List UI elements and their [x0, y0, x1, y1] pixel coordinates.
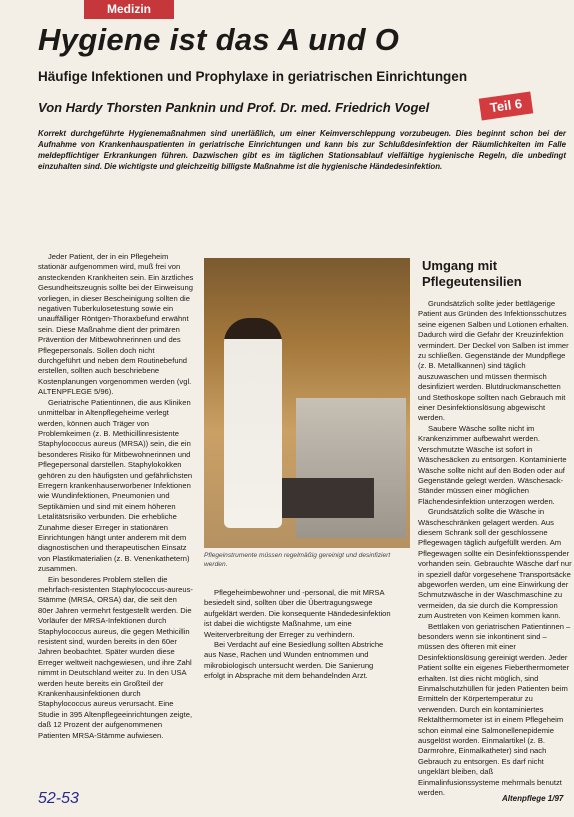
photo-caption: Pflegeinstrumente müssen regelmäßig gereinigt und desinfiziert werden.	[204, 552, 391, 568]
paragraph: Grundsätzlich sollte jeder bettlägerige Patient aus Gründen des Infektionsschutzes seine eigenen Salben und Lotionen erhalten. Dadurch wird die Gefahr der Kreuzinfektion vermindert. Der Deckel von Salben ist immer zu schließen. Gegenstände der Mundpflege (z. B. Metallkannen) sind täglich auszuwaschen und müssen thermisch desinfiziert werden. Blutdruckmanschetten und Stethoskope sollten nach Gebrauch mit einer Desinfektionslösung abgewischt werden.	[418, 299, 569, 423]
article-lead: Korrekt durchgeführte Hygienemaßnahmen sind unerläßlich, um einer Keimverschleppung vorzubeugen. Dies beginnt schon bei der Aufnahme von Krankenhauspatienten in geriatrische Einrichtungen und kann bis zur Schlußdesinfektion der Räumlichkeiten im Falle meldepflichtiger Erkrankungen führen. Dazwischen gibt es im täglichen Stationsablauf vielfältige hygienische Regeln, die unbedingt einzuhalten sind. Die wichtigste und gleichzeitig billigste Maßnahme ist die hygienische Händedesinfektion.	[38, 129, 566, 171]
paragraph: Jeder Patient, der in ein Pflegeheim stationär aufgenommen wird, muß frei von ansteckenden Krankheiten sein. Ein ärztliches Gesundheitszeugnis sollte bei der Einweisung vorliegen, in dieser Bescheinigung sollten die negativen Tuberkulosetestung sowie ein unauffälliger Röntgen-Thoraxbefund erwähnt sein. Diese Maßnahme dient der primären Prävention der Mitbewohnerinnen und des Pflegepersonals. Sollen doch nicht durchgeführt und neben dem Routinebefund erstellen, sollten auch beschriebene Kostenplanungen vorgenommen werden (vgl. ALTENPFLEGE 5/96).	[38, 252, 194, 397]
paragraph: Pflegeheimbewohner und -personal, die mit MRSA besiedelt sind, sollten über die Übertragungswege aufgeklärt werden. Die konsequente Händedesinfektion ist dabei die wichtigste Maßnahme, um eine Weiterverbreitung der Erreger zu verhindern.	[204, 588, 391, 639]
article-title: Hygiene ist das A und O	[38, 22, 400, 57]
paragraph: Bettlaken von geriatrischen Patientinnen – besonders wenn sie inkontinent sind – müssen des öfteren mit einer Desinfektionslösung gereinigt werden. Jeder Patient sollte ein eigenes Fieberthermometer erhalten. Ist dies nicht möglich, sind Einmalschutzhüllen für jeden Patienten beim Ermitteln der Körpertemperatur zu verwenden. Durch ein kontaminiertes Rektalthermometer ist in einem Pflegeheim schon einmal eine Salmonellenepidemie ausgelöst worden. Einmalartikel (z. B. Darmrohre, Einmalkatheter) sind nach Gebrauch zu entsorgen. Es darf nicht ungeklärt bleiben, daß Einmalinfusionssysteme mehrmals benutzt werden.	[418, 621, 571, 798]
paragraph: Grundsätzlich sollte die Wäsche in Wäscheschränken gelagert werden. Aus diesem Schrank soll der geschlossene Pflegewagen täglich aufgefüllt werden. Am Pflegewagen sollte ein Desinfektionsspender vorhanden sein. Gebrauchte Wäsche darf nur in speziell dafür vorgesehene Transportsäcke abgeworfen werden, um eine Einwirkung der Schmutzwäsche in der Waschmaschine zu vermeiden, da sie durch die Kompression zum Austreten von Keimen kommen kann.	[418, 507, 572, 621]
photo-nurse	[224, 318, 282, 528]
column-left	[38, 252, 194, 787]
part-badge: Teil 6	[479, 91, 534, 120]
section-heading: Umgang mit Pflegeutensilien	[422, 258, 522, 289]
article-photo	[204, 258, 410, 548]
paragraph: Saubere Wäsche sollte nicht im Krankenzimmer aufbewahrt werden. Verschmutzte Wäsche ist sofort in Wäschesäcken zu entsorgen. Kontaminierte Wäsche sollte nicht auf den Boden oder auf Gegenstände gelegt werden. Wäschesack-Ständer müssen einer möglichen Flächendesinfektion unterzogen werden.	[418, 423, 567, 506]
journal-footer: Altenpflege 1/97	[502, 794, 564, 803]
paragraph: Ein besonderes Problem stellen die mehrfach-resistenten Staphylococcus-aureus-Stämme (MRSA, ORSA) dar, die seit den 80er Jahren vermehrt festgestellt werden. Die Vorläufer der MRSA-Infektionen durch Staphylococcus aureus, die gegen Methicillin resistent sind, wurden bereits in den 60er Jahren beobachtet. Später wurden diese Erreger weltweit nachgewiesen, und ihre Zahl nimmt in Deutschland weiter zu. In den USA werden heute bereits ein Großteil der Krankenhausinfektionen durch Staphylococcus aureus verursacht. Eine Studie in 395 Altenpflegeeinrichtungen zeigte, daß 12 Prozent der aufgenommenen Patienten MRSA-Stämme aufwiesen.	[38, 574, 193, 740]
page-number-handwritten: 52-53	[38, 790, 79, 807]
column-middle	[204, 588, 396, 788]
paragraph: Bei Verdacht auf eine Besiedlung sollten Abstriche aus Nase, Rachen und Wunden entnommen und mikrobiologisch untersucht werden. Die Sanierung erfolgt in Absprache mit dem behandelnden Arzt.	[204, 640, 384, 681]
paragraph: Geriatrische Patientinnen, die aus Kliniken unmittelbar in Altenpflegeheime verlegt werden, können auch Träger von Problemkeimen (z. B. Methicillinresistente Staphylococcus aureus (MRSA)) sein, die ein besonderes Risiko für Mitbewohnerinnen und Pflegepersonal darstellen. Staphylokokken gehören zu den häufigsten und gefährlichsten Erregern krankenhauserworbener Infektionen wie Wundinfektionen, Pneumonien und Septikämien und sind mit einem höheren Letalitätsrisiko verbunden. Die erhebliche Zunahme dieser Erreger in stationären Einrichtungen hängt unter anderem mit dem diagnostischen und therapeutischen Einsatz von Plastikmaterialien (z. B. Venenkathetern) zusammen.	[38, 397, 193, 574]
section-label: Medizin	[84, 0, 174, 19]
article-authors: Von Hardy Thorsten Panknin und Prof. Dr. med. Friedrich Vogel	[38, 100, 430, 115]
column-right	[418, 299, 574, 798]
article-subtitle: Häufige Infektionen und Prophylaxe in geriatrischen Einrichtungen	[38, 69, 468, 84]
